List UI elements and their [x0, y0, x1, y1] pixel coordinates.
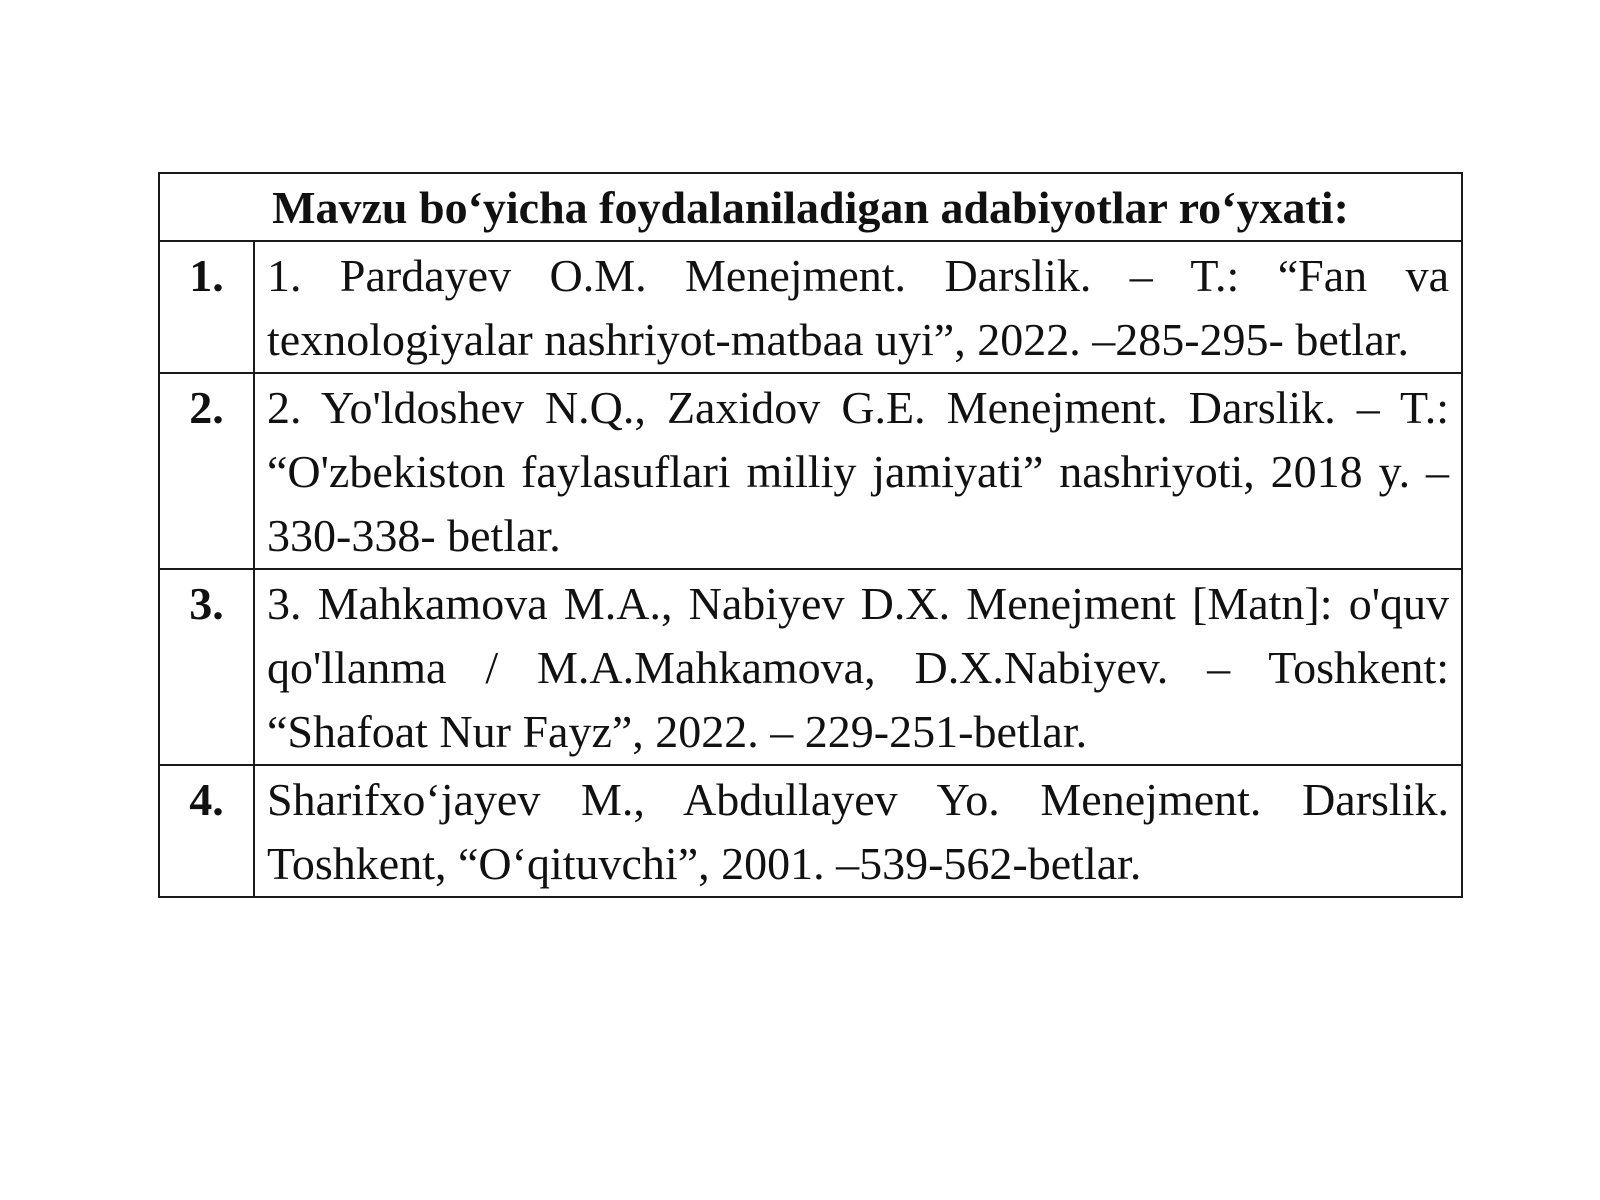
reference-text: 1. Pardayev O.M. Menejment. Darslik. – T.: “Fan va texnologiyalar nashriyot-matbaa uyi”, 2022. –285-295- betlar.: [254, 241, 1462, 373]
reference-text: 3. Mahkamova M.A., Nabiyev D.X. Menejment [Matn]: o'quv qo'llanma / M.A.Mahkamova, D.X.Nabiyev. – Toshkent: “Shafoat Nur Fayz”, 2022. – 229-251-betlar.: [254, 569, 1462, 765]
row-number: 2.: [159, 373, 254, 569]
row-number: 4.: [159, 765, 254, 897]
table-row: [159, 569, 1462, 765]
reference-text: Sharifxo‘jayev M., Abdullayev Yo. Menejment. Darslik. Toshkent, “O‘qituvchi”, 2001. –539-562-betlar.: [254, 765, 1462, 897]
table-row: [159, 241, 1462, 373]
reference-text: 2. Yo'ldoshev N.Q., Zaxidov G.E. Menejment. Darslik. – T.: “O'zbekiston faylasuflari milliy jamiyati” nashriyoti, 2018 y. – 330-338- betlar.: [254, 373, 1462, 569]
table-row: [159, 765, 1462, 897]
table-title: Mavzu bo‘yicha foydalaniladigan adabiyotlar ro‘yxati:: [159, 173, 1462, 241]
row-number: 1.: [159, 241, 254, 373]
references-table: [158, 172, 1463, 898]
table-row: [159, 373, 1462, 569]
table-header-row: [159, 173, 1462, 241]
row-number: 3.: [159, 569, 254, 765]
